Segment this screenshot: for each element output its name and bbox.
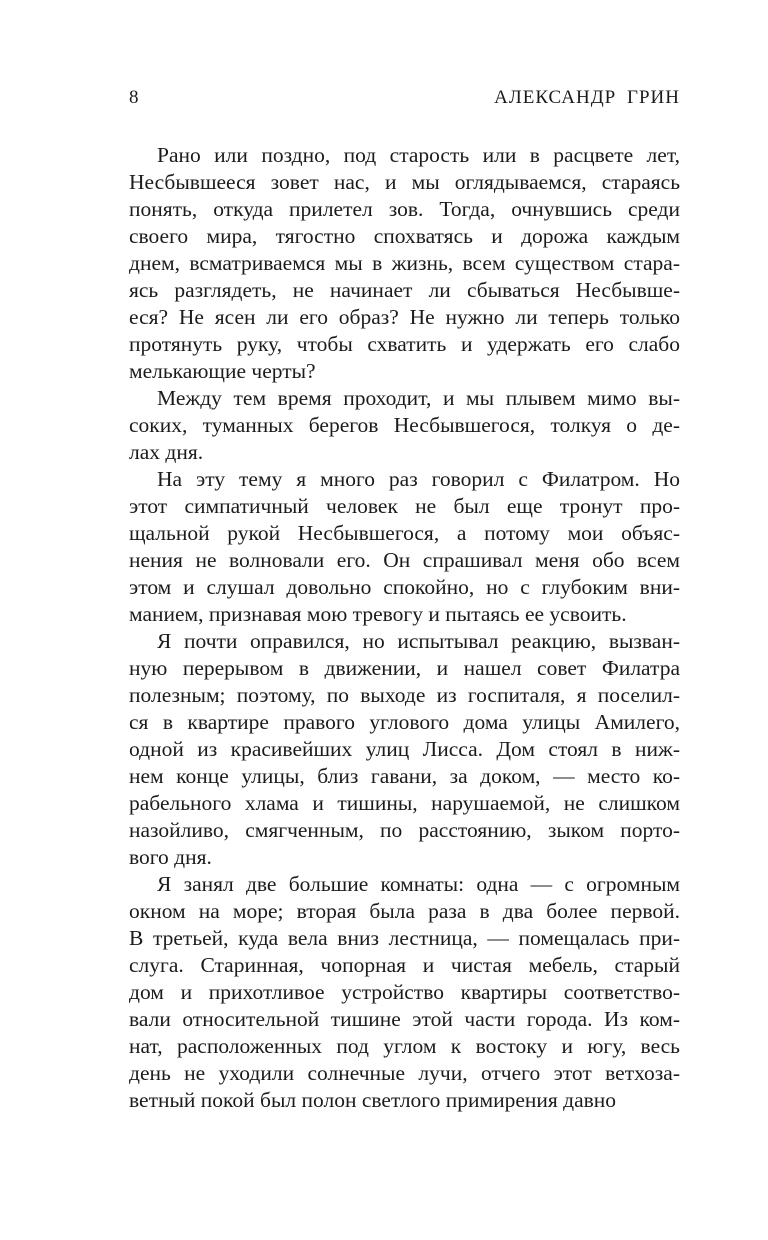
text-line: своего мира, тягостно спохватясь и дорожа каждым	[129, 224, 680, 248]
text-line: Рано или поздно, под старость или в расцвете лет,	[157, 143, 680, 167]
text-line: вали относительной тишине этой части города. Из ком-	[129, 1007, 680, 1031]
text-line: одной из красивейших улиц Лисса. Дом стоял в ниж-	[129, 737, 680, 761]
page-header	[129, 87, 680, 109]
text-line: Между тем время проходит, и мы плывем мимо вы-	[157, 386, 680, 410]
text-line: Несбывшееся зовет нас, и мы оглядываемся, стараясь	[129, 170, 680, 194]
text-line: Я почти оправился, но испытывал реакцию, вызван-	[157, 629, 680, 653]
text-line: ясь разглядеть, не начинает ли сбываться Несбывше-	[129, 278, 680, 302]
text-line: назойливо, смягченным, по расстоянию, зыком порто-	[129, 818, 680, 842]
text-line: манием, признавая мою тревогу и пытаясь ее усвоить.	[129, 602, 627, 626]
page-number: 8	[129, 87, 139, 108]
text-line: Я занял две большие комнаты: одна — с огромным	[157, 872, 680, 896]
text-line: этом и слушал довольно спокойно, но с глубоким вни-	[129, 575, 680, 599]
text-line: На эту тему я много раз говорил с Филатром. Но	[157, 467, 680, 491]
text-line: вого дня.	[129, 845, 212, 869]
text-line: щальной рукой Несбывшегося, а потому мои объяс-	[129, 521, 680, 545]
text-block	[129, 142, 680, 1114]
text-line: В третьей, куда вела вниз лестница, — помещалась при-	[129, 926, 680, 950]
text-line: протянуть руку, чтобы схватить и удержать его слабо	[129, 332, 680, 356]
text-line: нат, расположенных под углом к востоку и югу, весь	[129, 1034, 680, 1058]
text-line: ветный покой был полон светлого примирения давно	[129, 1088, 617, 1112]
text-line: нения не волновали его. Он спрашивал меня обо всем	[129, 548, 680, 572]
text-line: понять, откуда прилетел зов. Тогда, очнувшись среди	[129, 197, 680, 221]
text-line: рабельного хлама и тишины, нарушаемой, не слишком	[129, 791, 680, 815]
text-line: нем конце улицы, близ гавани, за доком, — место ко-	[129, 764, 680, 788]
text-line: день не уходили солнечные лучи, отчего этот ветхоза-	[129, 1061, 680, 1085]
text-line: лах дня.	[129, 440, 204, 464]
text-line: днем, всматриваемся мы в жизнь, всем существом стара-	[129, 251, 680, 275]
text-line: ную перерывом в движении, и нашел совет Филатра	[129, 656, 680, 680]
text-line: еся? Не ясен ли его образ? Не нужно ли теперь только	[129, 305, 680, 329]
text-line: окном на море; вторая была раза в два более первой.	[129, 899, 680, 923]
text-line: этот симпатичный человек не был еще тронут про-	[129, 494, 680, 518]
text-line: мелькающие черты?	[129, 359, 316, 383]
text-line: слуга. Старинная, чопорная и чистая мебель, старый	[129, 953, 680, 977]
text-line: дом и прихотливое устройство квартиры соответство-	[129, 980, 680, 1004]
text-line: соких, туманных берегов Несбывшегося, толкуя о де-	[129, 413, 680, 437]
running-header-author: АЛЕКСАНДР ГРИН	[494, 87, 680, 108]
text-line: полезным; поэтому, по выходе из госпиталя, я поселил-	[129, 683, 680, 707]
text-line: ся в квартире правого углового дома улицы Амилего,	[129, 710, 680, 734]
